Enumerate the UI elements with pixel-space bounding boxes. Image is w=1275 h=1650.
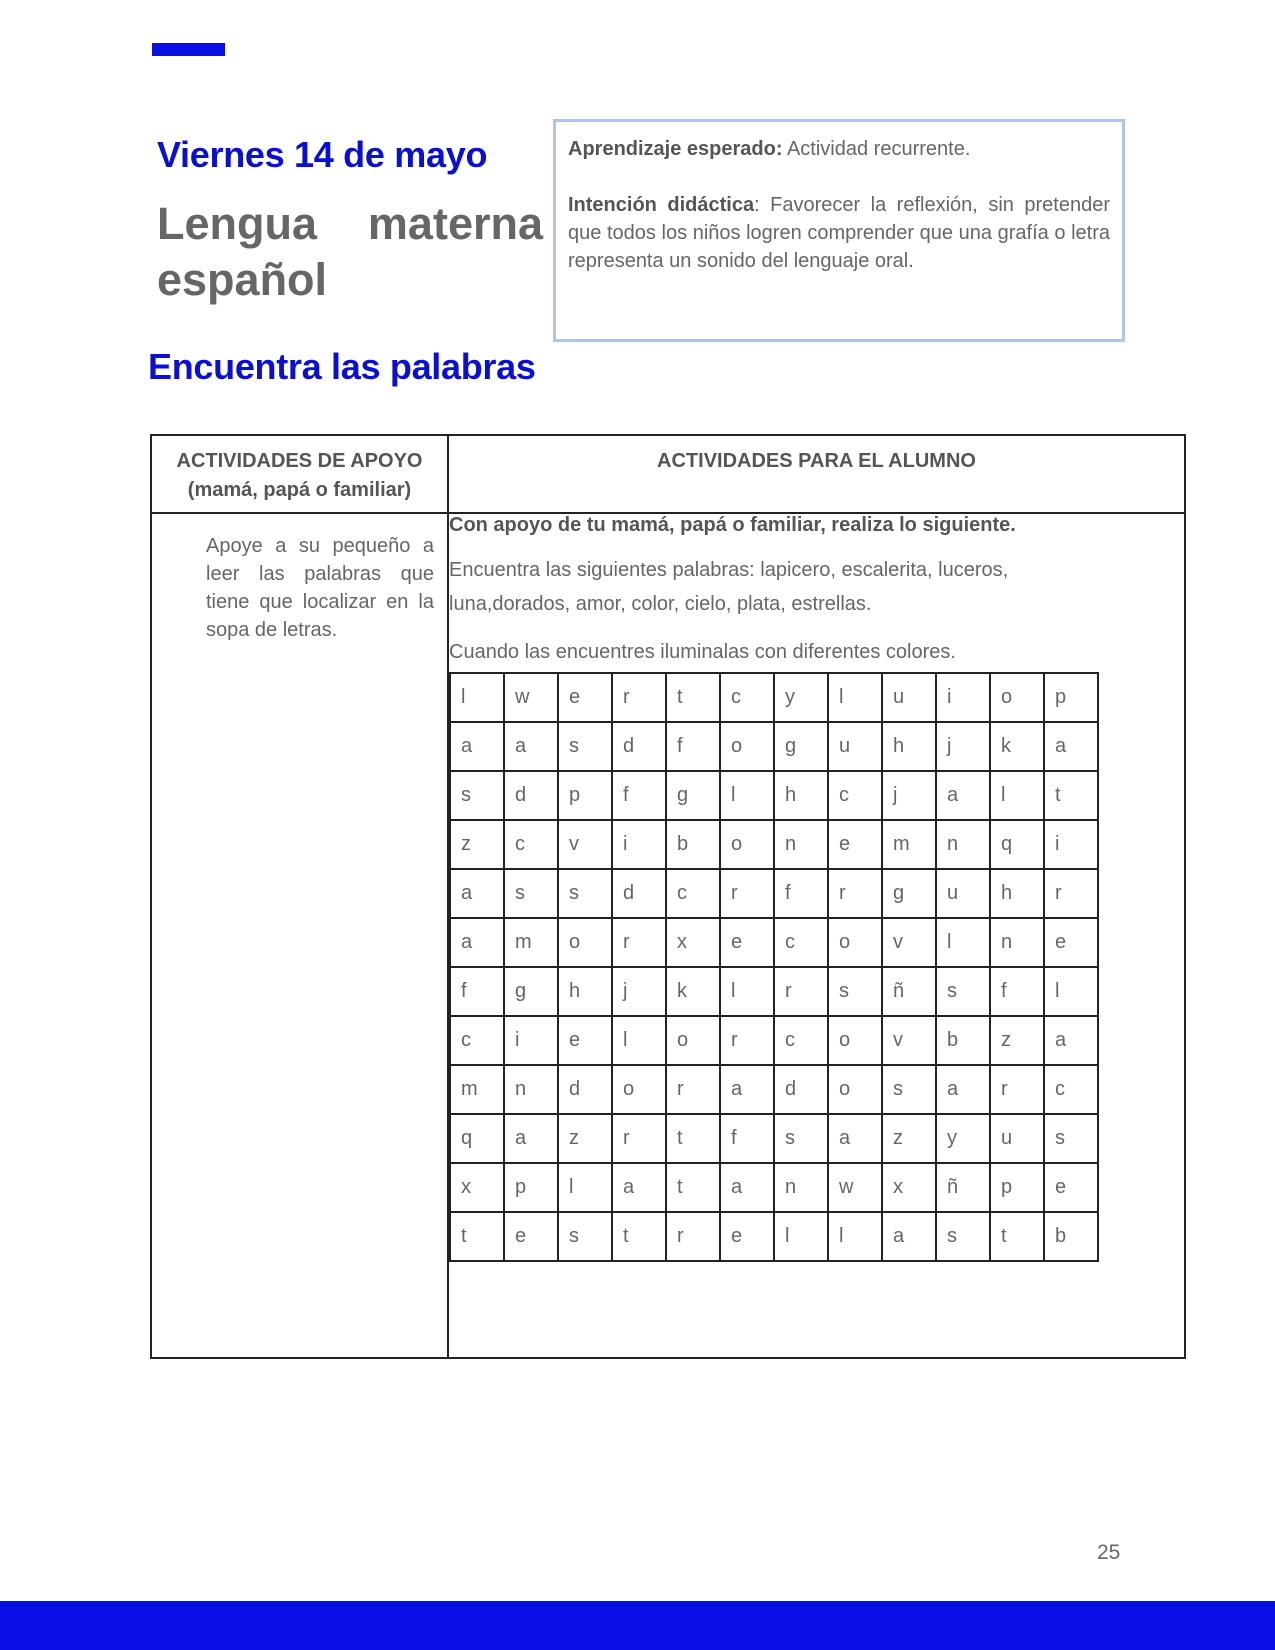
- grid-cell[interactable]: p: [558, 771, 612, 820]
- grid-row: [450, 1163, 1098, 1212]
- grid-cell[interactable]: m: [504, 918, 558, 967]
- grid-cell[interactable]: a: [936, 771, 990, 820]
- grid-cell[interactable]: o: [828, 1065, 882, 1114]
- grid-cell[interactable]: z: [990, 1016, 1044, 1065]
- grid-cell[interactable]: v: [882, 918, 936, 967]
- grid-cell[interactable]: h: [990, 869, 1044, 918]
- grid-cell[interactable]: z: [558, 1114, 612, 1163]
- grid-cell[interactable]: f: [612, 771, 666, 820]
- grid-cell[interactable]: i: [612, 820, 666, 869]
- table-body-row: [151, 513, 1185, 1358]
- grid-cell[interactable]: c: [666, 869, 720, 918]
- word-list: [449, 553, 1184, 621]
- grid-cell[interactable]: t: [990, 1212, 1044, 1261]
- grid-cell[interactable]: s: [1044, 1114, 1098, 1163]
- word-list-line-2: luna,dorados, amor, color, cielo, plata, estrellas.: [449, 593, 872, 615]
- grid-cell[interactable]: r: [990, 1065, 1044, 1114]
- grid-cell[interactable]: f: [666, 722, 720, 771]
- grid-cell[interactable]: r: [720, 1016, 774, 1065]
- grid-cell[interactable]: q: [450, 1114, 504, 1163]
- coloring-hint: Cuando las encuentres iluminalas con diferentes colores.: [449, 641, 956, 663]
- student-activities-header: ACTIVIDADES PARA EL ALUMNO: [448, 435, 1185, 513]
- support-header-line-2: (mamá, papá o familiar): [187, 479, 412, 501]
- grid-cell[interactable]: b: [666, 820, 720, 869]
- grid-cell[interactable]: s: [936, 967, 990, 1016]
- grid-cell[interactable]: x: [450, 1163, 504, 1212]
- grid-row: [450, 673, 1098, 722]
- table-header-row: [151, 435, 1185, 513]
- grid-cell[interactable]: ñ: [936, 1163, 990, 1212]
- grid-cell[interactable]: e: [720, 918, 774, 967]
- grid-row: [450, 1212, 1098, 1261]
- grid-cell[interactable]: m: [450, 1065, 504, 1114]
- grid-cell[interactable]: o: [720, 722, 774, 771]
- grid-cell[interactable]: l: [1044, 967, 1098, 1016]
- grid-cell[interactable]: p: [1044, 673, 1098, 722]
- word-list-line-1: Encuentra las siguientes palabras: lapicero, escalerita, luceros,: [449, 559, 1009, 581]
- grid-cell[interactable]: a: [720, 1065, 774, 1114]
- grid-cell[interactable]: e: [720, 1212, 774, 1261]
- grid-cell[interactable]: r: [828, 869, 882, 918]
- grid-cell[interactable]: l: [720, 771, 774, 820]
- grid-cell[interactable]: a: [450, 918, 504, 967]
- grid-cell[interactable]: o: [558, 918, 612, 967]
- grid-cell[interactable]: a: [504, 1114, 558, 1163]
- grid-cell[interactable]: l: [558, 1163, 612, 1212]
- grid-cell[interactable]: z: [450, 820, 504, 869]
- support-activities-header: [151, 435, 448, 513]
- grid-cell[interactable]: k: [990, 722, 1044, 771]
- grid-cell[interactable]: q: [990, 820, 1044, 869]
- grid-cell[interactable]: t: [666, 1114, 720, 1163]
- grid-cell[interactable]: h: [558, 967, 612, 1016]
- grid-cell[interactable]: u: [936, 869, 990, 918]
- grid-cell[interactable]: l: [990, 771, 1044, 820]
- grid-cell[interactable]: s: [774, 1114, 828, 1163]
- grid-cell[interactable]: x: [666, 918, 720, 967]
- grid-row: [450, 918, 1098, 967]
- grid-cell[interactable]: e: [504, 1212, 558, 1261]
- grid-row: [450, 722, 1098, 771]
- grid-cell[interactable]: ñ: [882, 967, 936, 1016]
- grid-cell[interactable]: s: [504, 869, 558, 918]
- grid-cell[interactable]: o: [990, 673, 1044, 722]
- grid-cell[interactable]: a: [1044, 722, 1098, 771]
- grid-cell[interactable]: l: [828, 673, 882, 722]
- grid-cell[interactable]: k: [666, 967, 720, 1016]
- grid-cell[interactable]: a: [720, 1163, 774, 1212]
- grid-cell[interactable]: s: [558, 869, 612, 918]
- grid-cell[interactable]: f: [990, 967, 1044, 1016]
- grid-cell[interactable]: r: [666, 1065, 720, 1114]
- grid-cell[interactable]: s: [558, 722, 612, 771]
- grid-cell[interactable]: a: [1044, 1016, 1098, 1065]
- grid-cell[interactable]: f: [450, 967, 504, 1016]
- grid-cell[interactable]: v: [558, 820, 612, 869]
- grid-cell[interactable]: r: [666, 1212, 720, 1261]
- intention-value: : Favorecer la reflexión, sin pretender que todos los niños logren comprender que una grafía o letra representa un sonido del lenguaje oral.: [568, 194, 1110, 272]
- grid-cell[interactable]: p: [990, 1163, 1044, 1212]
- grid-cell[interactable]: n: [504, 1065, 558, 1114]
- grid-cell[interactable]: d: [774, 1065, 828, 1114]
- grid-cell[interactable]: t: [1044, 771, 1098, 820]
- grid-cell[interactable]: u: [990, 1114, 1044, 1163]
- grid-row: [450, 771, 1098, 820]
- grid-cell[interactable]: l: [612, 1016, 666, 1065]
- grid-cell[interactable]: o: [720, 820, 774, 869]
- grid-cell[interactable]: n: [936, 820, 990, 869]
- grid-cell[interactable]: e: [1044, 918, 1098, 967]
- subject-title: [157, 196, 543, 308]
- grid-cell[interactable]: u: [882, 673, 936, 722]
- grid-cell[interactable]: d: [612, 722, 666, 771]
- support-cell: [151, 513, 448, 1358]
- grid-cell[interactable]: d: [558, 1065, 612, 1114]
- grid-cell[interactable]: g: [504, 967, 558, 1016]
- grid-cell[interactable]: e: [1044, 1163, 1098, 1212]
- grid-cell[interactable]: t: [666, 673, 720, 722]
- grid-cell[interactable]: n: [990, 918, 1044, 967]
- grid-cell[interactable]: r: [612, 918, 666, 967]
- didactic-intention: [568, 191, 1110, 275]
- grid-cell[interactable]: t: [450, 1212, 504, 1261]
- subject-line-2: español: [157, 254, 328, 305]
- grid-cell[interactable]: w: [504, 673, 558, 722]
- section-title: Encuentra las palabras: [148, 346, 536, 387]
- grid-cell[interactable]: c: [720, 673, 774, 722]
- grid-cell[interactable]: b: [936, 1016, 990, 1065]
- grid-cell[interactable]: i: [1044, 820, 1098, 869]
- grid-cell[interactable]: x: [882, 1163, 936, 1212]
- grid-cell[interactable]: r: [612, 673, 666, 722]
- grid-cell[interactable]: c: [774, 1016, 828, 1065]
- grid-cell[interactable]: g: [882, 869, 936, 918]
- grid-cell[interactable]: j: [612, 967, 666, 1016]
- page-number: 25: [1097, 1541, 1121, 1564]
- grid-cell[interactable]: l: [774, 1212, 828, 1261]
- learning-expected: [568, 135, 1110, 163]
- grid-cell[interactable]: u: [828, 722, 882, 771]
- grid-cell[interactable]: s: [882, 1065, 936, 1114]
- word-search-grid: [449, 672, 1099, 1262]
- grid-row: [450, 1016, 1098, 1065]
- grid-row: [450, 869, 1098, 918]
- grid-cell[interactable]: e: [828, 820, 882, 869]
- grid-cell[interactable]: c: [828, 771, 882, 820]
- grid-cell[interactable]: r: [720, 869, 774, 918]
- grid-cell[interactable]: r: [612, 1114, 666, 1163]
- grid-cell[interactable]: h: [882, 722, 936, 771]
- grid-cell[interactable]: l: [828, 1212, 882, 1261]
- grid-cell[interactable]: g: [774, 722, 828, 771]
- support-text: Apoye a su pequeño a leer las palabras que tiene que localizar en la sopa de letras.: [206, 535, 434, 641]
- grid-cell[interactable]: h: [774, 771, 828, 820]
- activities-table: [150, 434, 1186, 1359]
- grid-cell[interactable]: i: [504, 1016, 558, 1065]
- grid-cell[interactable]: l: [936, 918, 990, 967]
- grid-cell[interactable]: o: [612, 1065, 666, 1114]
- subject-word-2: materna: [367, 198, 543, 249]
- grid-cell[interactable]: s: [828, 967, 882, 1016]
- learning-value: Actividad recurrente.: [782, 138, 971, 160]
- grid-cell[interactable]: y: [774, 673, 828, 722]
- grid-cell[interactable]: a: [504, 722, 558, 771]
- grid-cell[interactable]: r: [774, 967, 828, 1016]
- grid-cell[interactable]: n: [774, 1163, 828, 1212]
- grid-cell[interactable]: g: [666, 771, 720, 820]
- student-cell: [448, 513, 1185, 1358]
- grid-cell[interactable]: d: [612, 869, 666, 918]
- grid-cell[interactable]: b: [1044, 1212, 1098, 1261]
- grid-cell[interactable]: p: [504, 1163, 558, 1212]
- grid-cell[interactable]: r: [1044, 869, 1098, 918]
- grid-cell[interactable]: z: [882, 1114, 936, 1163]
- grid-cell[interactable]: o: [828, 1016, 882, 1065]
- bottom-accent-bar: [0, 1601, 1275, 1650]
- grid-cell[interactable]: d: [504, 771, 558, 820]
- grid-cell[interactable]: c: [774, 918, 828, 967]
- grid-cell[interactable]: a: [450, 722, 504, 771]
- grid-cell[interactable]: v: [882, 1016, 936, 1065]
- grid-cell[interactable]: t: [666, 1163, 720, 1212]
- grid-cell[interactable]: i: [936, 673, 990, 722]
- grid-cell[interactable]: w: [828, 1163, 882, 1212]
- grid-cell[interactable]: t: [612, 1212, 666, 1261]
- learning-label: Aprendizaje esperado:: [568, 138, 783, 160]
- support-header-line-1: ACTIVIDADES DE APOYO: [176, 450, 423, 472]
- instruction-text: Con apoyo de tu mamá, papá o familiar, realiza lo siguiente.: [449, 514, 1016, 536]
- grid-cell[interactable]: a: [450, 869, 504, 918]
- grid-cell[interactable]: s: [450, 771, 504, 820]
- grid-cell[interactable]: a: [936, 1065, 990, 1114]
- grid-cell[interactable]: j: [882, 771, 936, 820]
- grid-cell[interactable]: e: [558, 673, 612, 722]
- grid-cell[interactable]: f: [774, 869, 828, 918]
- date-heading: Viernes 14 de mayo: [157, 134, 488, 175]
- grid-cell[interactable]: a: [828, 1114, 882, 1163]
- grid-cell[interactable]: l: [720, 967, 774, 1016]
- grid-cell[interactable]: o: [828, 918, 882, 967]
- grid-cell[interactable]: e: [558, 1016, 612, 1065]
- top-accent-bar: [152, 43, 225, 56]
- grid-cell[interactable]: c: [450, 1016, 504, 1065]
- grid-cell[interactable]: y: [936, 1114, 990, 1163]
- grid-cell[interactable]: s: [558, 1212, 612, 1261]
- grid-cell[interactable]: s: [936, 1212, 990, 1261]
- grid-cell[interactable]: n: [774, 820, 828, 869]
- grid-cell[interactable]: f: [720, 1114, 774, 1163]
- intention-label: Intención didáctica: [568, 194, 755, 216]
- grid-row: [450, 1065, 1098, 1114]
- grid-row: [450, 1114, 1098, 1163]
- grid-cell[interactable]: o: [666, 1016, 720, 1065]
- grid-row: [450, 967, 1098, 1016]
- subject-word-1: Lengua: [157, 198, 318, 249]
- grid-cell[interactable]: m: [882, 820, 936, 869]
- grid-cell[interactable]: a: [882, 1212, 936, 1261]
- grid-cell[interactable]: l: [450, 673, 504, 722]
- grid-row: [450, 820, 1098, 869]
- grid-cell[interactable]: c: [504, 820, 558, 869]
- grid-cell[interactable]: a: [612, 1163, 666, 1212]
- grid-cell[interactable]: c: [1044, 1065, 1098, 1114]
- grid-cell[interactable]: j: [936, 722, 990, 771]
- learning-info-box: [553, 119, 1125, 342]
